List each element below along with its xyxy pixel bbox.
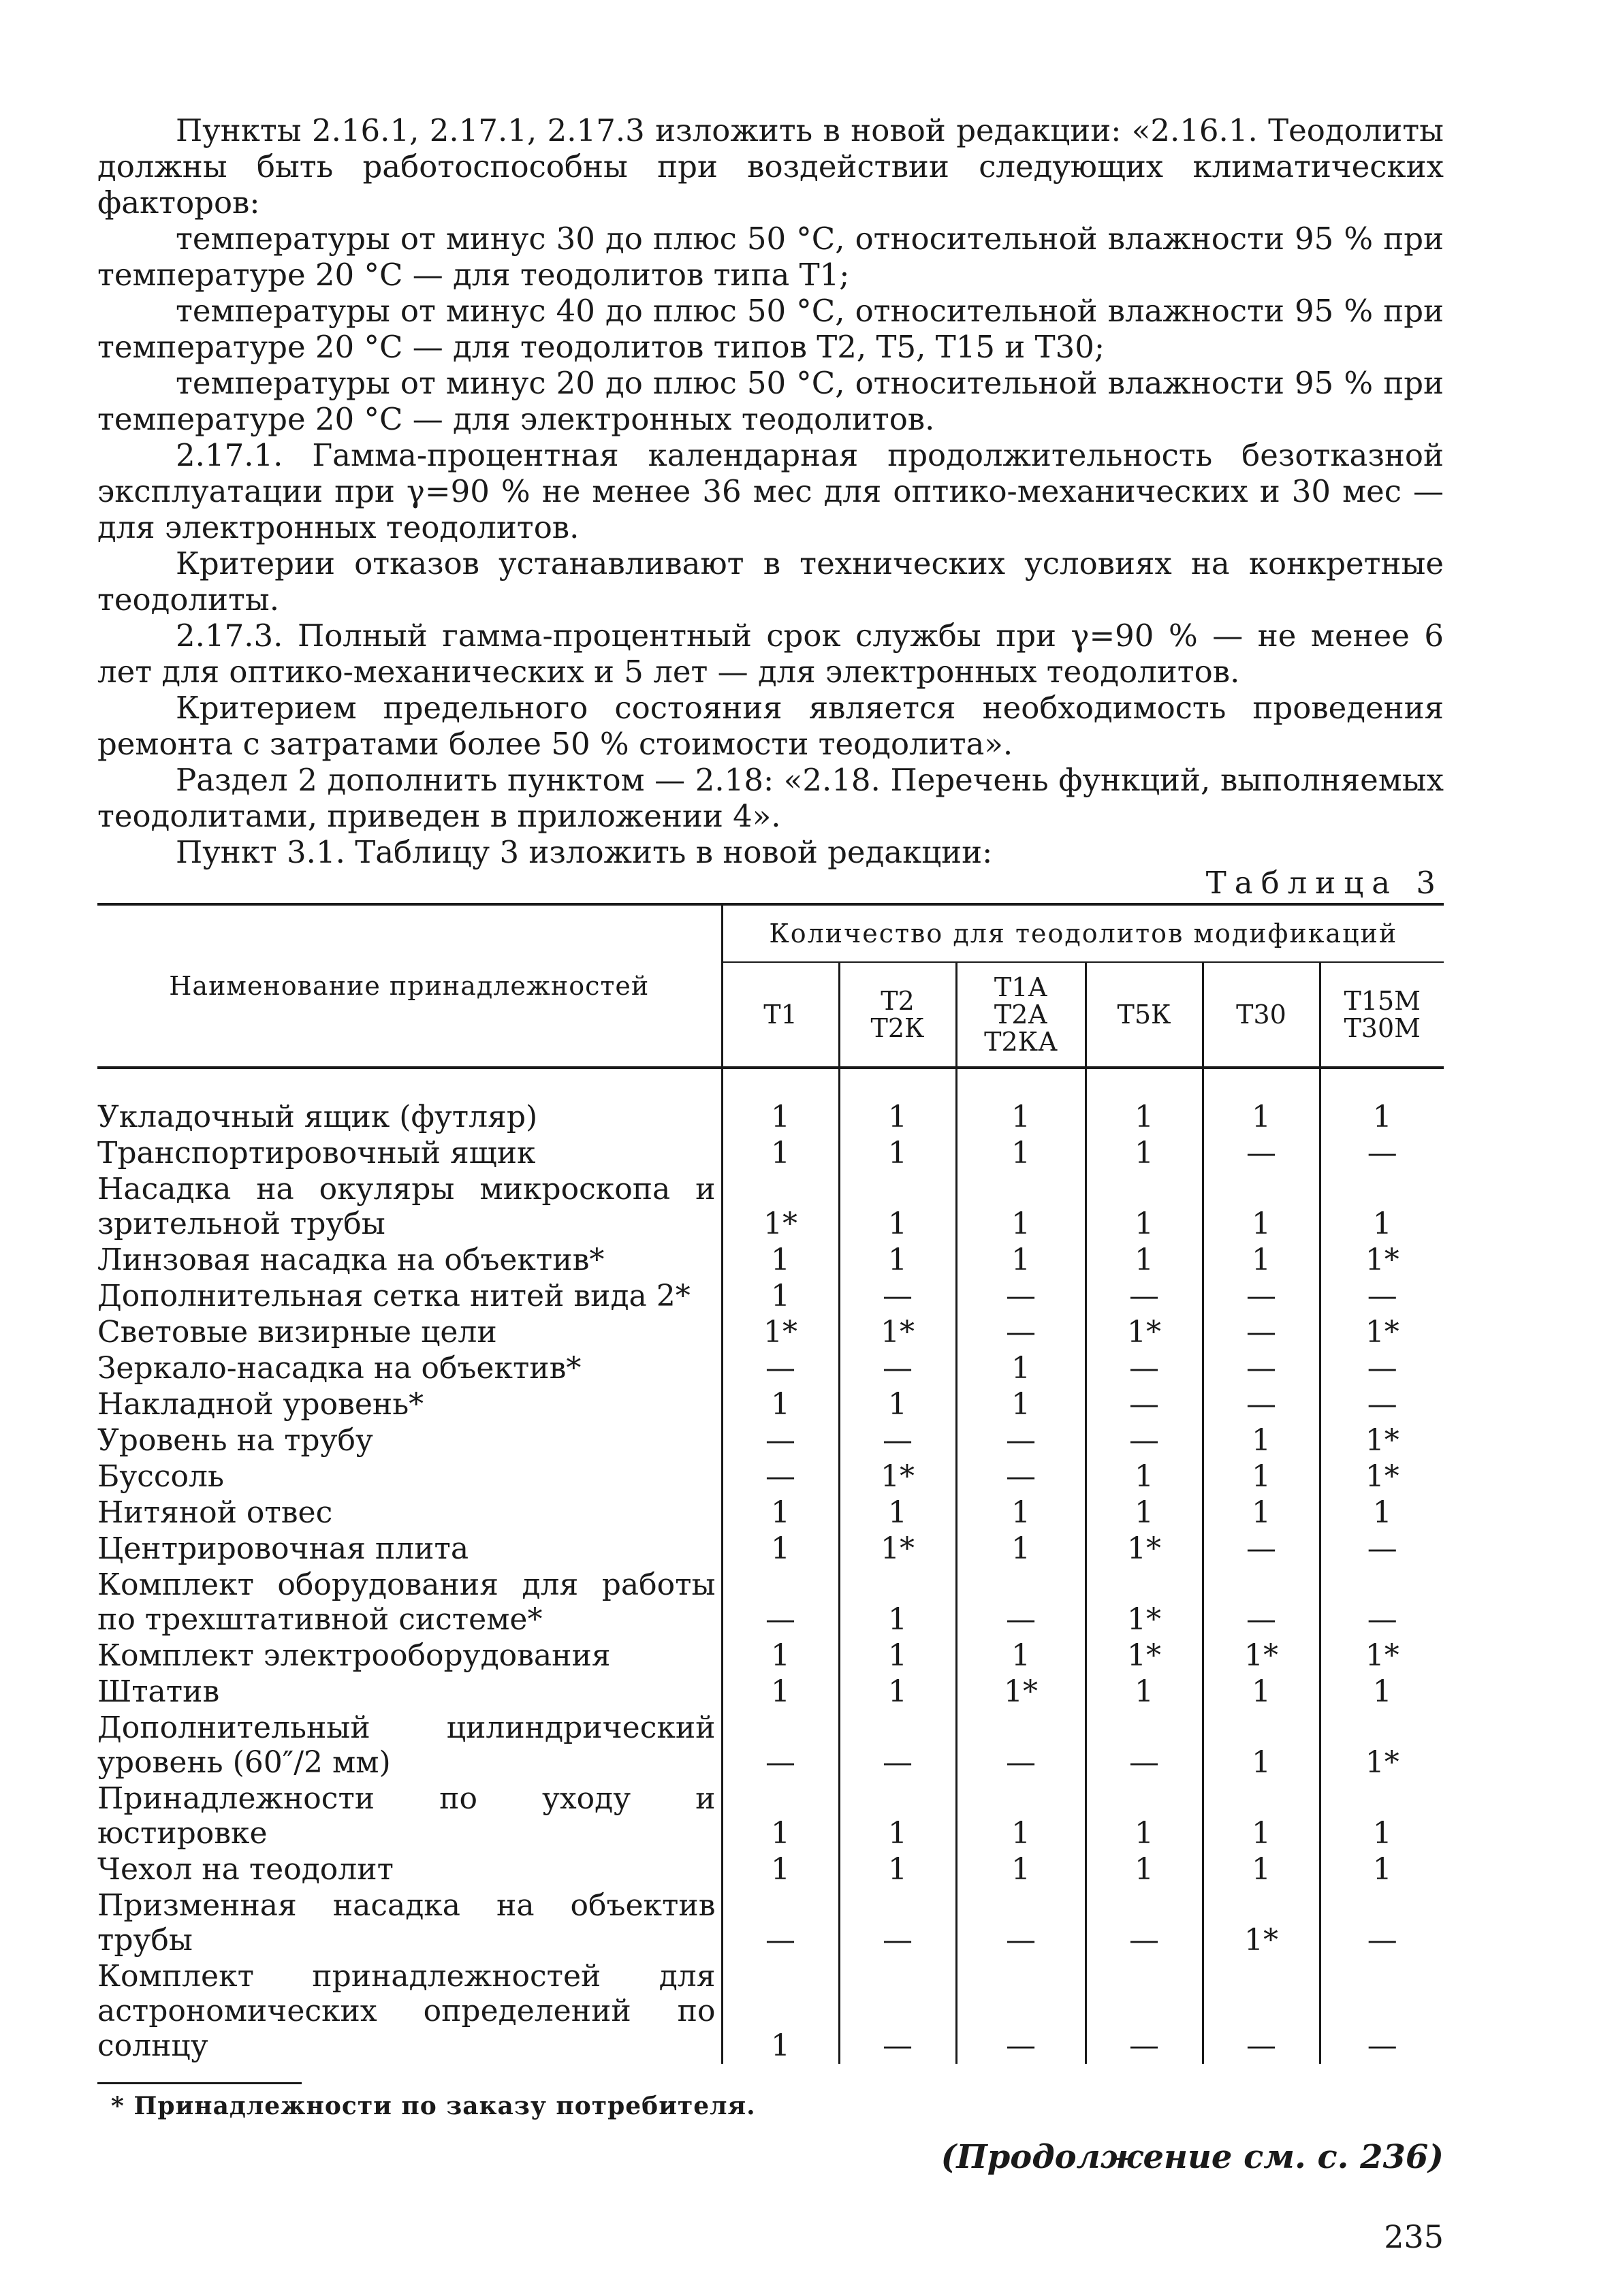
quantity-cell: 1: [1203, 1099, 1320, 1135]
quantity-cell: 1: [956, 1135, 1086, 1171]
quantity-cell: —: [1086, 1887, 1203, 1958]
quantity-cell: 1: [722, 1278, 839, 1314]
quantity-cell: 1: [1372, 1816, 1392, 1851]
quantity-cell: 1: [1086, 1674, 1203, 1710]
quantity-cell: 1: [1203, 1422, 1320, 1458]
quantity-cell: 1*: [1365, 1638, 1399, 1673]
quantity-cell: 1: [839, 1674, 956, 1710]
quantity-cell: 1: [722, 1242, 839, 1278]
table-body: [97, 1068, 1444, 2064]
quantity-cell: 1: [722, 1099, 839, 1135]
quantity-cell: 1: [1086, 1851, 1203, 1887]
quantity-cell: —: [1367, 1136, 1397, 1170]
quantity-cell: —: [956, 1278, 1086, 1314]
paragraph: температуры от минус 40 до плюс 50 °С, относительной влажности 95 % при температуре 20 °С — для теодолитов типов Т2, Т5, Т15 и Т30;: [97, 293, 1444, 365]
quantity-cell: 1: [839, 1851, 956, 1887]
quantity-cell: —: [1367, 1923, 1397, 1958]
quantity-cell: 1*: [1365, 1745, 1399, 1780]
accessory-name: Дополнительный цилиндрический уровень (60″/2 мм): [97, 1710, 722, 1781]
quantity-cell: —: [956, 1567, 1086, 1638]
column-header: Т2 Т2К: [839, 962, 956, 1068]
quantity-cell: —: [1086, 1278, 1203, 1314]
table-row: [97, 1278, 1444, 1314]
quantity-cell: —: [839, 1958, 956, 2064]
quantity-cell: 1: [722, 1386, 839, 1422]
quantity-cell: 1*: [1203, 1638, 1320, 1674]
table-row: [97, 1099, 1444, 1135]
quantity-cell: —: [1367, 1387, 1397, 1422]
quantity-cell: 1: [956, 1099, 1086, 1135]
table-row: [97, 1171, 1444, 1242]
table-row: [97, 1242, 1444, 1278]
quantity-cell: —: [722, 1422, 839, 1458]
table-row: [97, 1135, 1444, 1171]
paragraph: температуры от минус 30 до плюс 50 °С, относительной влажности 95 % при температуре 20 °С — для теодолитов типа Т1;: [97, 221, 1444, 293]
quantity-cell: —: [722, 1710, 839, 1781]
accessory-name: Комплект оборудования для работы по трехштативной системе*: [97, 1567, 722, 1638]
quantity-cell: 1: [722, 1781, 839, 1851]
footnote: * Принадлежности по заказу потребителя.: [111, 2092, 756, 2120]
quantity-cell: 1: [1372, 1207, 1392, 1241]
quantity-cell: 1: [1086, 1458, 1203, 1495]
table-row: [97, 1781, 1444, 1851]
quantity-cell: 1: [1086, 1171, 1203, 1242]
quantity-cell: 1: [1203, 1781, 1320, 1851]
quantity-cell: —: [956, 1887, 1086, 1958]
quantity-cell: —: [1367, 1279, 1397, 1313]
quantity-cell: 1: [1086, 1781, 1203, 1851]
column-header-name: Наименование принадлежностей: [97, 904, 722, 1068]
quantity-cell: 1*: [1086, 1638, 1203, 1674]
accessory-name: Чехол на теодолит: [97, 1851, 722, 1887]
accessories-table: [97, 903, 1444, 2064]
quantity-cell: —: [956, 1458, 1086, 1495]
quantity-cell: 1*: [1365, 1243, 1399, 1277]
quantity-cell: —: [1086, 1710, 1203, 1781]
quantity-cell: 1: [1372, 1852, 1392, 1887]
quantity-cell: 1: [722, 1531, 839, 1567]
accessory-name: Центрировочная плита: [97, 1531, 722, 1567]
quantity-cell: 1: [839, 1567, 956, 1638]
quantity-cell: —: [1203, 1135, 1320, 1171]
page-number: 235: [1384, 2218, 1444, 2255]
table-row: [97, 1887, 1444, 1958]
table-row: [97, 1638, 1444, 1674]
quantity-cell: 1: [722, 1958, 839, 2064]
quantity-cell: —: [839, 1278, 956, 1314]
quantity-cell: 1: [956, 1851, 1086, 1887]
quantity-cell: —: [1203, 1567, 1320, 1638]
quantity-cell: 1: [956, 1531, 1086, 1567]
quantity-cell: —: [1367, 1602, 1397, 1637]
quantity-cell: —: [1203, 1278, 1320, 1314]
quantity-cell: 1: [1203, 1242, 1320, 1278]
quantity-cell: —: [839, 1887, 956, 1958]
quantity-cell: 1: [1203, 1710, 1320, 1781]
quantity-cell: —: [1086, 1958, 1203, 2064]
quantity-cell: —: [1203, 1386, 1320, 1422]
quantity-cell: —: [1086, 1386, 1203, 1422]
body-text: [97, 112, 1444, 870]
table-row: [97, 1710, 1444, 1781]
table-row: [97, 1422, 1444, 1458]
quantity-cell: 1: [1203, 1458, 1320, 1495]
quantity-cell: 1*: [1086, 1531, 1203, 1567]
quantity-cell: 1: [1203, 1851, 1320, 1887]
footnote-rule: [97, 2082, 302, 2084]
quantity-cell: —: [1203, 1531, 1320, 1567]
accessory-name: Зеркало-насадка на объектив*: [97, 1350, 722, 1386]
accessory-name: Комплект принадлежностей для астрономических определений по солнцу: [97, 1958, 722, 2064]
quantity-cell: —: [1367, 1351, 1397, 1386]
table-row: [97, 1567, 1444, 1638]
quantity-cell: 1*: [956, 1674, 1086, 1710]
column-group-header: Количество для теодолитов модификаций: [722, 904, 1444, 962]
accessory-name: Укладочный ящик (футляр): [97, 1099, 722, 1135]
table-row: [97, 1350, 1444, 1386]
quantity-cell: —: [722, 1567, 839, 1638]
continuation-note: (Продолжение см. с. 236): [940, 2138, 1444, 2176]
quantity-cell: 1: [1372, 1100, 1392, 1134]
quantity-cell: 1: [1203, 1171, 1320, 1242]
paragraph: Пункты 2.16.1, 2.17.1, 2.17.3 изложить в новой редакции: «2.16.1. Теодолиты должны быть работоспособны при воздействии следующих климатических факторов:: [97, 112, 1444, 221]
quantity-cell: 1: [956, 1495, 1086, 1531]
quantity-cell: —: [722, 1887, 839, 1958]
quantity-cell: 1: [1203, 1674, 1320, 1710]
quantity-cell: 1*: [839, 1314, 956, 1350]
quantity-cell: 1*: [839, 1458, 956, 1495]
quantity-cell: —: [839, 1422, 956, 1458]
table-row: [97, 1674, 1444, 1710]
accessory-name: Световые визирные цели: [97, 1314, 722, 1350]
accessory-name: Уровень на трубу: [97, 1422, 722, 1458]
quantity-cell: —: [1086, 1350, 1203, 1386]
quantity-cell: 1: [722, 1674, 839, 1710]
quantity-cell: 1*: [722, 1314, 839, 1350]
quantity-cell: —: [1203, 1958, 1320, 2064]
quantity-cell: 1: [839, 1099, 956, 1135]
quantity-cell: 1: [1086, 1135, 1203, 1171]
accessory-name: Накладной уровень*: [97, 1386, 722, 1422]
paragraph: температуры от минус 20 до плюс 50 °С, относительной влажности 95 % при температуре 20 °С — для электронных теодолитов.: [97, 365, 1444, 437]
quantity-cell: 1*: [1365, 1459, 1399, 1494]
column-header: Т30: [1203, 962, 1320, 1068]
quantity-cell: 1: [956, 1386, 1086, 1422]
table-row: [97, 1314, 1444, 1350]
quantity-cell: —: [956, 1422, 1086, 1458]
quantity-cell: 1: [839, 1171, 956, 1242]
quantity-cell: 1: [722, 1851, 839, 1887]
quantity-cell: 1: [1372, 1674, 1392, 1709]
column-header: Т5К: [1086, 962, 1203, 1068]
quantity-cell: —: [1367, 2028, 1397, 2063]
quantity-cell: 1: [956, 1638, 1086, 1674]
quantity-cell: 1: [839, 1781, 956, 1851]
column-header: Т15М Т30М: [1320, 962, 1444, 1068]
quantity-cell: 1: [956, 1171, 1086, 1242]
accessory-name: Транспортировочный ящик: [97, 1135, 722, 1171]
quantity-cell: —: [839, 1710, 956, 1781]
accessory-name: Насадка на окуляры микроскопа и зрительной трубы: [97, 1171, 722, 1242]
quantity-cell: 1: [839, 1135, 956, 1171]
table-row: [97, 1531, 1444, 1567]
quantity-cell: 1: [956, 1350, 1086, 1386]
accessory-name: Линзовая насадка на объектив*: [97, 1242, 722, 1278]
quantity-cell: —: [956, 1314, 1086, 1350]
quantity-cell: 1*: [1086, 1314, 1203, 1350]
quantity-cell: 1: [1372, 1495, 1392, 1530]
quantity-cell: 1: [956, 1242, 1086, 1278]
quantity-cell: 1: [839, 1495, 956, 1531]
quantity-cell: 1: [722, 1495, 839, 1531]
quantity-cell: —: [956, 1710, 1086, 1781]
quantity-cell: 1*: [1365, 1315, 1399, 1350]
quantity-cell: —: [1203, 1350, 1320, 1386]
quantity-cell: 1: [1086, 1495, 1203, 1531]
quantity-cell: —: [839, 1350, 956, 1386]
accessory-name: Призменная насадка на объектив трубы: [97, 1887, 722, 1958]
paragraph: 2.17.3. Полный гамма-процентный срок службы при γ=90 % — не менее 6 лет для оптико-механических и 5 лет — для электронных теодолитов.: [97, 618, 1444, 690]
quantity-cell: 1: [1086, 1099, 1203, 1135]
paragraph: Критерии отказов устанавливают в технических условиях на конкретные теодолиты.: [97, 545, 1444, 618]
column-header: Т1А Т2А Т2КА: [956, 962, 1086, 1068]
table-row: [97, 1386, 1444, 1422]
quantity-cell: 1*: [839, 1531, 956, 1567]
paragraph: 2.17.1. Гамма-процентная календарная продолжительность безотказной эксплуатации при γ=90 % не менее 36 мес для оптико-механических и 30 мес — для электронных теодолитов.: [97, 437, 1444, 545]
quantity-cell: —: [722, 1350, 839, 1386]
quantity-cell: 1: [956, 1781, 1086, 1851]
quantity-cell: 1: [839, 1386, 956, 1422]
table-row: [97, 1851, 1444, 1887]
accessory-name: Комплект электрооборудования: [97, 1638, 722, 1674]
paragraph: Критерием предельного состояния является необходимость проведения ремонта с затратами более 50 % стоимости теодолита».: [97, 690, 1444, 762]
table-row: [97, 1958, 1444, 2064]
quantity-cell: 1*: [1203, 1887, 1320, 1958]
quantity-cell: 1*: [1086, 1567, 1203, 1638]
paragraph: Пункт 3.1. Таблицу 3 изложить в новой редакции:: [176, 834, 993, 870]
accessory-name: Принадлежности по уходу и юстировке: [97, 1781, 722, 1851]
quantity-cell: 1: [1086, 1242, 1203, 1278]
quantity-cell: 1*: [722, 1171, 839, 1242]
accessory-name: Штатив: [97, 1674, 722, 1710]
quantity-cell: 1: [722, 1135, 839, 1171]
quantity-cell: 1: [722, 1638, 839, 1674]
paragraph: Раздел 2 дополнить пунктом — 2.18: «2.18. Перечень функций, выполняемых теодолитами, приведен в приложении 4».: [97, 762, 1444, 834]
accessory-name: Нитяной отвес: [97, 1495, 722, 1531]
quantity-cell: —: [956, 1958, 1086, 2064]
quantity-cell: 1*: [1365, 1423, 1399, 1458]
table-title: Таблица 3: [1205, 865, 1444, 901]
quantity-cell: 1: [839, 1638, 956, 1674]
quantity-cell: —: [1086, 1422, 1203, 1458]
table-row: [97, 1495, 1444, 1531]
quantity-cell: —: [722, 1458, 839, 1495]
quantity-cell: —: [1367, 1531, 1397, 1566]
column-header: Т1: [722, 962, 839, 1068]
accessory-name: Дополнительная сетка нитей вида 2*: [97, 1278, 722, 1314]
accessory-name: Буссоль: [97, 1458, 722, 1495]
quantity-cell: 1: [839, 1242, 956, 1278]
quantity-cell: —: [1203, 1314, 1320, 1350]
quantity-cell: 1: [1203, 1495, 1320, 1531]
table-row: [97, 1458, 1444, 1495]
